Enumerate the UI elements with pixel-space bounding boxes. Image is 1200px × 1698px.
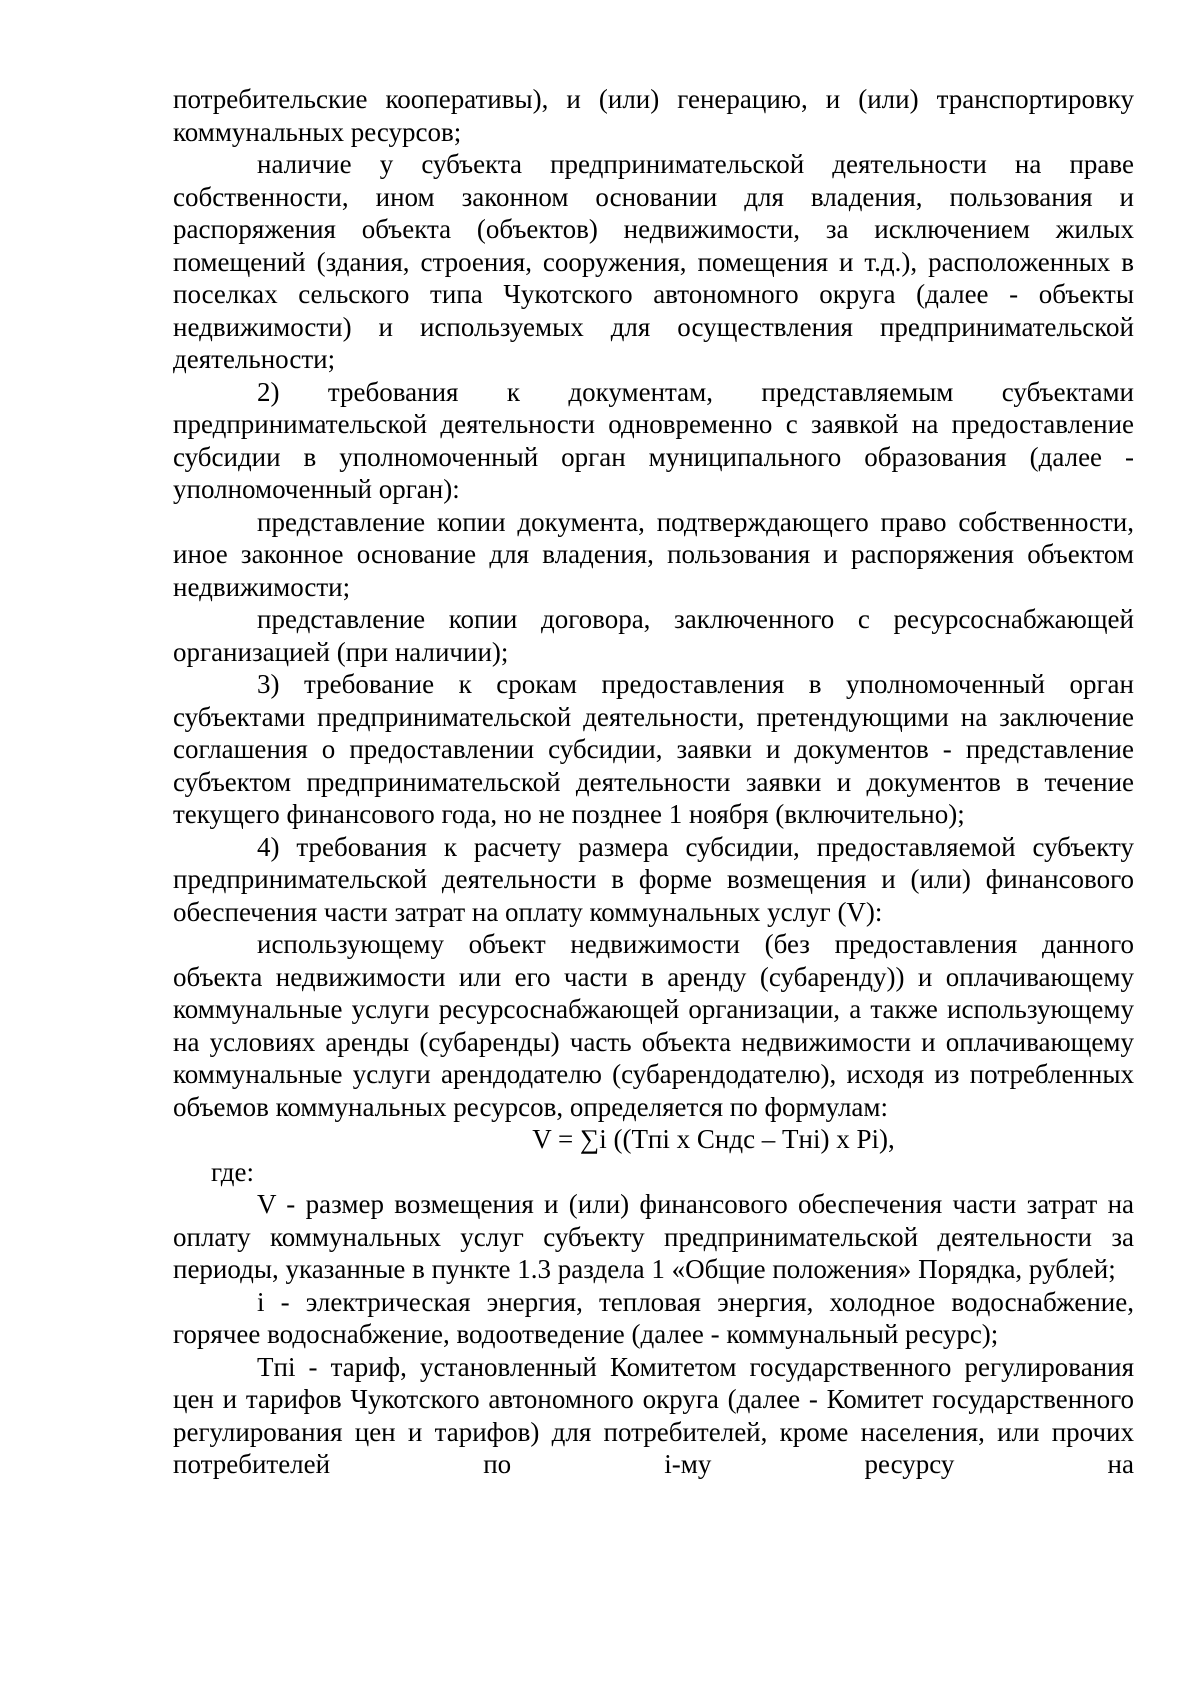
definition-tpi: Tпi - тариф, установленный Комитетом государственного регулирования цен и тарифов Чукотского автономного округа (далее - Комитет государственного регулирования цен и тарифов) для потребителей, кроме населения, или прочих потребителей по i-му ресурсу на xyxy=(173,1351,1134,1479)
paragraph-cooperatives: потребительские кооперативы), и (или) генерацию, и (или) транспортировку коммунальных ресурсов; xyxy=(173,84,1134,147)
paragraph-calculation-requirements: 4) требования к расчету размера субсидии, предоставляемой субъекту предпринимательской деятельности в форме возмещения и (или) финансового обеспечения части затрат на оплату коммунальных услуг (V): xyxy=(173,831,1134,927)
subsidy-formula: V = ∑i ((Tпi x Cндс – Tнi) x Pi), xyxy=(532,1124,895,1154)
paragraph-document-requirements: 2) требования к документам, представляемым субъектами предпринимательской деятельности одновременно с заявкой на предоставление субсидии в уполномоченный орган муниципального образования (далее - уполномоченный орган): xyxy=(173,376,1134,504)
paragraph-contract-copy: представление копии договора, заключенного с ресурсоснабжающей организацией (при наличии); xyxy=(173,604,1134,667)
paragraph-deadline-requirements: 3) требование к срокам предоставления в уполномоченный орган субъектами предпринимательской деятельности, претендующими на заключение соглашения о предоставлении субсидии, заявки и документов - представление субъектом предпринимательской деятельности заявки и документов в течение текущего финансового года, но не позднее 1 ноября (включительно); xyxy=(173,669,1134,829)
paragraph-formula-intro: использующему объект недвижимости (без предоставления данного объекта недвижимости или его части в аренду (субаренду)) и оплачивающему коммунальные услуги ресурсоснабжающей организации, а также использующему на условиях аренды (субаренды) часть объекта недвижимости и оплачивающему коммунальные услуги арендодателю (субарендодателю), исходя из потребленных объемов коммунальных ресурсов, определяется по формулам: xyxy=(173,929,1134,1122)
definition-v: V - размер возмещения и (или) финансового обеспечения части затрат на оплату коммунальных услуг субъекту предпринимательской деятельности за периоды, указанные в пункте 1.3 раздела 1 «Общие положения» Порядка, рублей; xyxy=(173,1189,1134,1284)
paragraph-real-estate: наличие у субъекта предпринимательской деятельности на праве собственности, ином законном основании для владения, пользования и распоряжения объекта (объектов) недвижимости, за исключением жилых помещений (здания, строения, сооружения, помещения и т.д.), расположенных в поселках сельского типа Чукотского автономного округа (далее - объекты недвижимости) и используемых для осуществления предпринимательской деятельности; xyxy=(173,149,1134,374)
definition-i: i - электрическая энергия, тепловая энергия, холодное водоснабжение, горячее водоснабжение, водоотведение (далее - коммунальный ресурс); xyxy=(173,1286,1134,1349)
paragraph-ownership-copy: представление копии документа, подтверждающего право собственности, иное законное основание для владения, пользования и распоряжения объектом недвижимости; xyxy=(173,506,1134,602)
where-label: где: xyxy=(211,1156,254,1187)
